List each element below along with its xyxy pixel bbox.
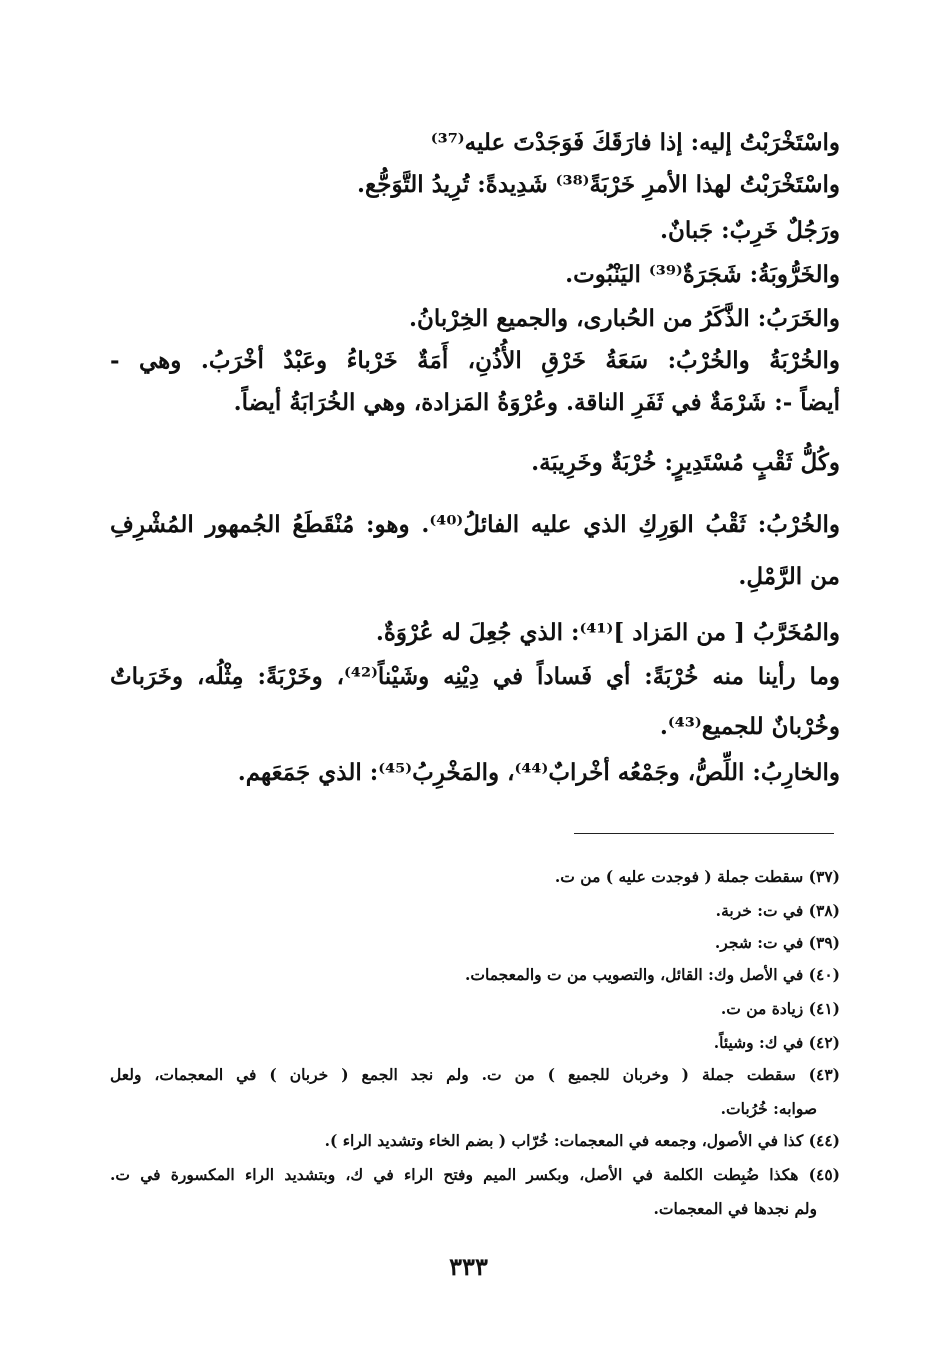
footnote-divider — [574, 833, 834, 834]
text-line-3: ورَجُلٌ خَرِبٌ: جَبانٌ. — [660, 217, 840, 244]
footnote-42: (٤٢) في ك: وشيئاً. — [713, 1033, 840, 1052]
text-line-10: من الرَّمْلِ. — [738, 563, 840, 590]
footnote-45: (٤٥) هكذا ضُبِطت الكلمة في الأصل، وبكسر الميم وفتح الراء في ك، وبتشديد الراء المكسورة في ت. — [110, 1165, 840, 1184]
footnote-40: (٤٠) في الأصل وك: القائل، والتصويب من ت والمعجمات. — [464, 965, 840, 984]
text-line-4: والخَرُّوبَةُ: شَجَرَةٌ⁽³⁹⁾ اليَنْبُوت. — [565, 261, 840, 288]
text-line-7: أيضاً -: شَرْمَةٌ في ثَفَرِ الناقة. وعُرْوَةُ المَزادة، وهي الخُرَابَةُ أيضاً. — [233, 389, 840, 416]
footnote-41: (٤١) زيادة من ت. — [720, 999, 840, 1018]
page-number: ٣٣٣ — [449, 1252, 488, 1281]
text-line-9: والخُرْبُ: ثَقْبُ الوَرِكِ الذي عليه الفائلُ⁽⁴⁰⁾. وهو: مُنْقَطَعُ الجُمهور المُشْرِفِ — [110, 511, 840, 538]
text-line-2: واسْتَخْرَبْتُ لهذا الأمرِ خَرْبَةً⁽³⁸⁾ شَدِيدةً: تُرِيدُ التَّوَجُّع. — [357, 171, 840, 198]
footnote-45-cont: ولم نجدها في المعجمات. — [653, 1199, 817, 1218]
footnote-44: (٤٤) كذا في الأصول، وجمعه في المعجمات: خُرّاب ( بضم الخاء وتشديد الراء ). — [324, 1131, 840, 1150]
text-line-14: والخارِبُ: اللِّصُّ، وجَمْعُه أخْرابٌ⁽⁴⁴⁾، والمَخْرِبُ⁽⁴⁵⁾: الذي جَمَعَهم. — [237, 759, 840, 786]
text-line-13: وخُرْبانٌ للجميع⁽⁴³⁾. — [659, 713, 840, 740]
footnote-37: (٣٧) سقطت جملة ( فوجدت عليه ) من ت. — [554, 867, 840, 886]
footnote-38: (٣٨) في ت: خربة. — [715, 901, 840, 920]
text-line-5: والخَرَبُ: الذَّكَرُ من الحُبارى، والجميع الخِرْبانُ. — [409, 305, 840, 332]
text-line-6: والخُرْبَةُ والخُرْبُ: سَعَةُ خَرْقِ الأُذُنِ، أَمَةٌ خَرْباءُ وعَبْدٌ أخْرَبُ. وهي - — [110, 347, 840, 374]
text-line-8: وكُلُّ ثَقْبٍ مُسْتَدِيرٍ: خُرْبَةٌ وخَرِيبَة. — [531, 449, 840, 476]
text-line-11: والمُخَرَّبُ [ من المَزاد ]⁽⁴¹⁾: الذي جُعِلَ له عُرْوَةٌ. — [375, 619, 840, 646]
footnote-39: (٣٩) في ت: شجر. — [714, 933, 840, 952]
footnote-43: (٤٣) سقطت جملة ( وخربان للجميع ) من ت. ولم نجد الجمع ( خربان ) في المعجمات، ولعل — [110, 1065, 840, 1084]
footnote-43-cont: صوابه: خُرُبات. — [720, 1099, 817, 1118]
text-line-1: واسْتَخْرَبْتُ إليه: إذا فارَقَكَ فَوَجَدْتَ عليه⁽³⁷⁾ — [430, 129, 840, 156]
text-line-12: وما رأينا منه خُرْبَةً: أي فَساداً في دِيْنِه وشَيْناً⁽⁴²⁾، وخَرْبَةً: مِثْلُه، وخَرَباتٌ — [110, 663, 840, 690]
